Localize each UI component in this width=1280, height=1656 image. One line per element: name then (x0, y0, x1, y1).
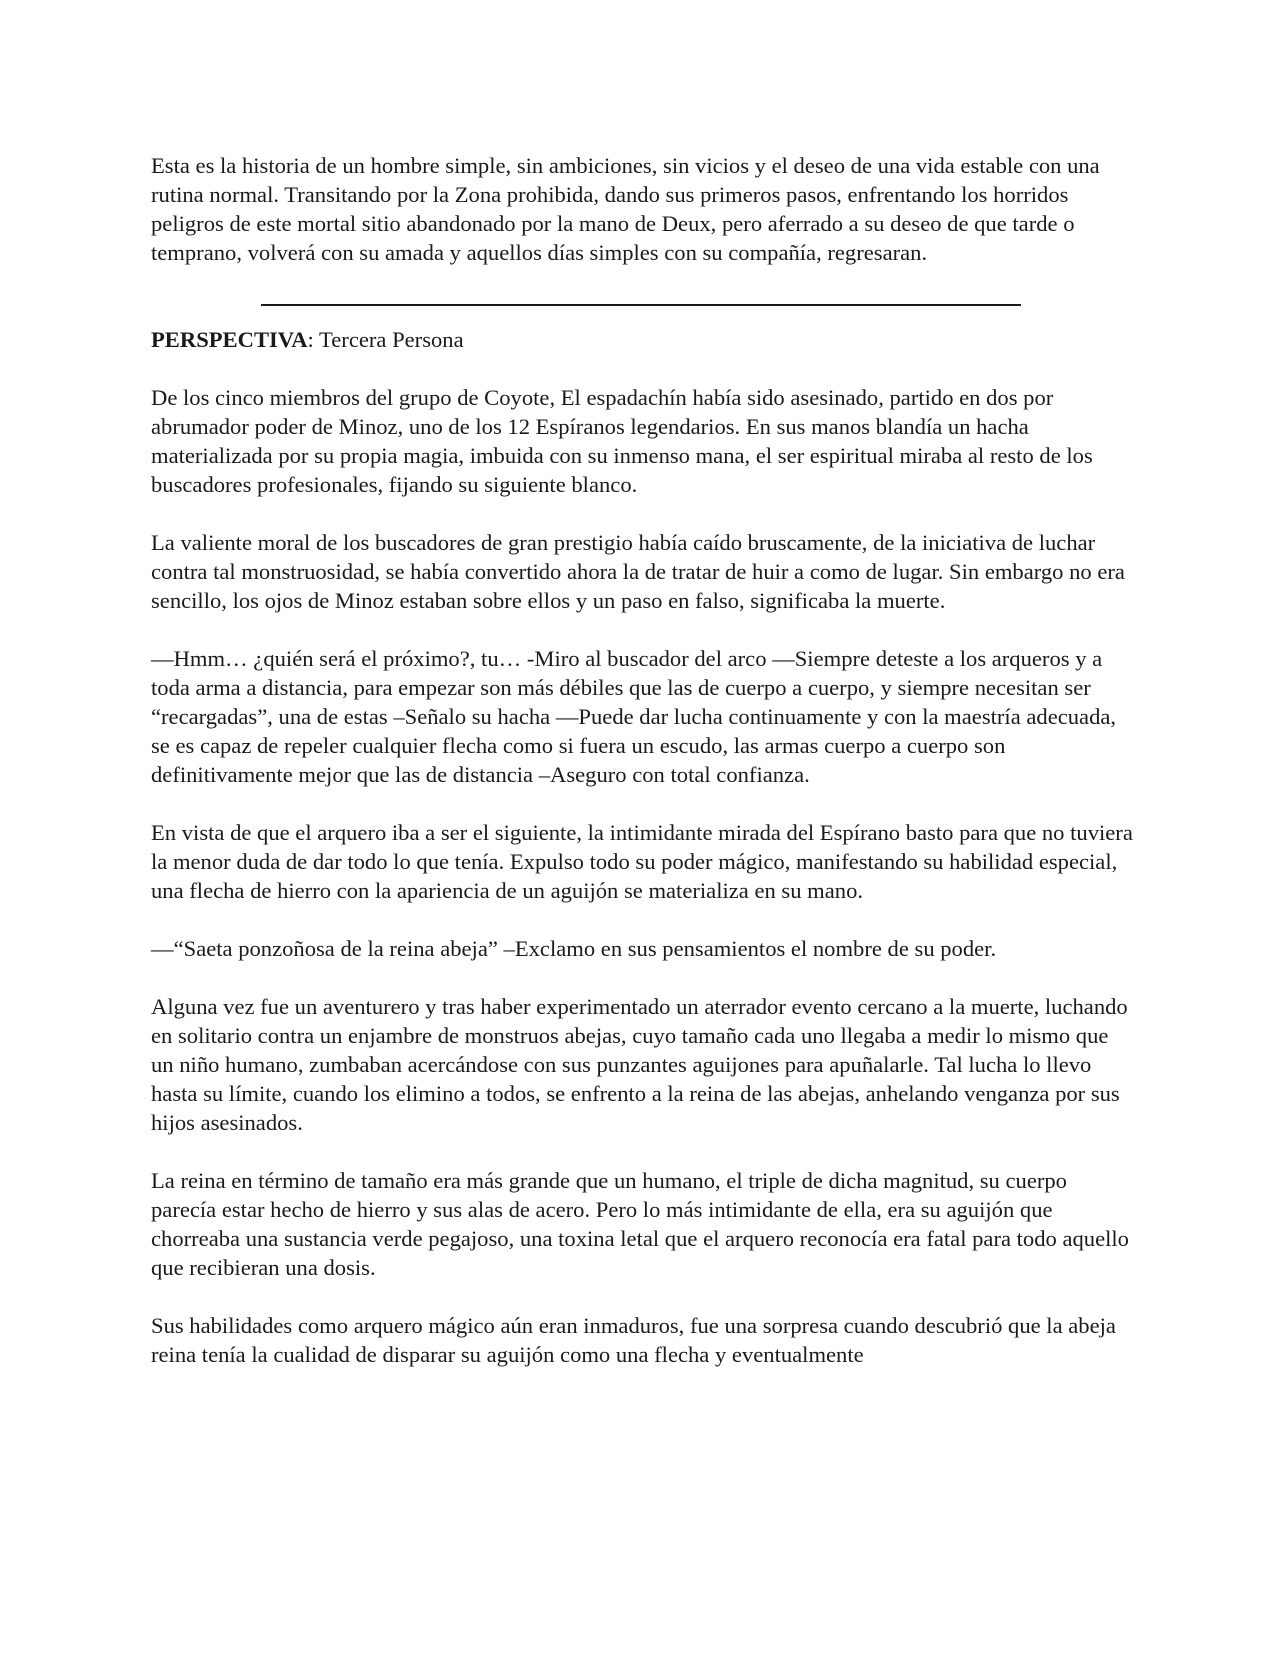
paragraph-gap (151, 354, 1136, 383)
intro-paragraph: Esta es la historia de un hombre simple, sin ambiciones, sin vicios y el deseo de una vida estable con una rutina normal. Transitando por la Zona prohibida, dando sus primeros pasos, enfrentando los horridos peligros de este mortal sitio abandonado por la mano de Deux, pero aferrado a su deseo de que tarde o temprano, volverá con su amada y aquellos días simples con su compañía, regresaran. (151, 153, 1100, 265)
document-body (151, 151, 1136, 1369)
body-paragraph: De los cinco miembros del grupo de Coyote, El espadachín había sido asesinado, partido en dos por abrumador poder de Minoz, uno de los 12 Espíranos legendarios. En sus manos blandía un hacha materializada por su propia magia, imbuida con su inmenso mana, el ser espiritual miraba al resto de los buscadores profesionales, fijando su siguiente blanco. (151, 385, 1093, 497)
paragraph-gap (151, 499, 1136, 528)
body-paragraph: La reina en término de tamaño era más grande que un humano, el triple de dicha magnitud, su cuerpo parecía estar hecho de hierro y sus alas de acero. Pero lo más intimidante de ella, era su aguijón que chorreaba una sustancia verde pegajoso, una toxina letal que el arquero reconocía era fatal para todo aquello que recibieran una dosis. (151, 1168, 1129, 1280)
body-paragraph: La valiente moral de los buscadores de gran prestigio había caído bruscamente, de la iniciativa de luchar contra tal monstruosidad, se había convertido ahora la de tratar de huir a como de lugar. Sin embargo no era sencillo, los ojos de Minoz estaban sobre ellos y un paso en falso, significaba la muerte. (151, 530, 1125, 613)
perspective-label: PERSPECTIVA (151, 327, 308, 352)
dialogue-paragraph: —Hmm… ¿quién será el próximo?, tu… -Miro al buscador del arco —Siempre deteste a los arqueros y a toda arma a distancia, para empezar son más débiles que las de cuerpo a cuerpo, y siempre necesitan ser “recargadas”, una de estas –Señalo su hacha —Puede dar lucha continuamente y con la maestría adecuada, se es capaz de repeler cualquier flecha como si fuera un escudo, las armas cuerpo a cuerpo son definitivamente mejor que las de distancia –Aseguro con total confianza. (151, 646, 1117, 787)
perspective-value: : Tercera Persona (307, 327, 464, 352)
section-divider (151, 267, 1136, 325)
paragraph-gap (151, 1137, 1136, 1166)
paragraph-gap (151, 615, 1136, 644)
body-paragraph: Sus habilidades como arquero mágico aún eran inmaduros, fue una sorpresa cuando descubrió que la abeja reina tenía la cualidad de disparar su aguijón como una flecha y eventualmente (151, 1313, 1116, 1367)
paragraph-gap (151, 905, 1136, 934)
body-paragraph: Alguna vez fue un aventurero y tras haber experimentado un aterrador evento cercano a la muerte, luchando en solitario contra un enjambre de monstruos abejas, cuyo tamaño cada uno llegaba a medir lo mismo que un niño humano, zumbaban acercándose con sus punzantes aguijones para apuñalarle. Tal lucha lo llevo hasta su límite, cuando los elimino a todos, se enfrento a la reina de las abejas, anhelando venganza por sus hijos asesinados. (151, 994, 1128, 1135)
paragraph-gap (151, 963, 1136, 992)
paragraph-gap (151, 1282, 1136, 1311)
body-paragraph: En vista de que el arquero iba a ser el siguiente, la intimidante mirada del Espírano basto para que no tuviera la menor duda de dar todo lo que tenía. Expulso todo su poder mágico, manifestando su habilidad especial, una flecha de hierro con la apariencia de un aguijón se materializa en su mano. (151, 820, 1133, 903)
paragraph-gap (151, 789, 1136, 818)
perspective-line (151, 325, 1136, 354)
horizontal-rule (261, 304, 1021, 306)
dialogue-paragraph: —“Saeta ponzoñosa de la reina abeja” –Exclamo en sus pensamientos el nombre de su poder. (151, 936, 997, 961)
